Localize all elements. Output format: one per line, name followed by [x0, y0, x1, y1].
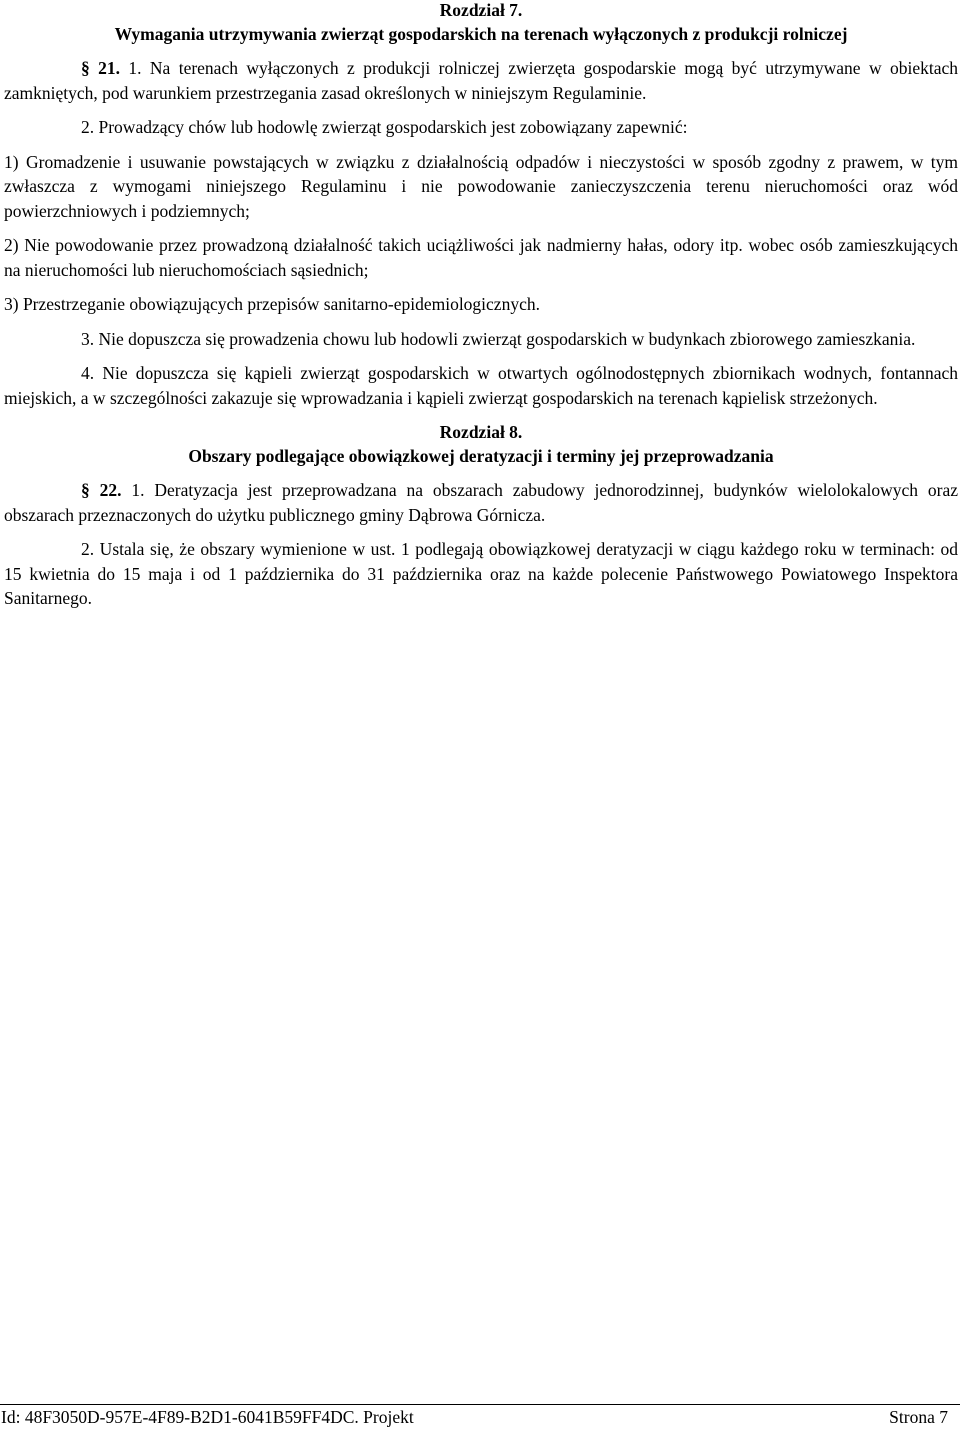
section-21-paragraph-3: 3. Nie dopuszcza się prowadzenia chowu lub hodowli zwierząt gospodarskich w budynkach zbiorowego zamieszkania.: [81, 328, 916, 349]
section-22-paragraph-1: [4, 478, 958, 527]
chapter-7-title: Wymagania utrzymywania zwierząt gospodarskich na terenach wyłączonych z produkcji rolniczej: [114, 24, 848, 44]
section-22-p1-text: 1. Deratyzacja jest przeprowadzana na obszarach zabudowy jednorodzinnej, budynków wielolokalowych oraz obszarach przeznaczonych do użytku publicznego gminy Dąbrowa Górnicza.: [4, 480, 958, 525]
chapter-8-title: Obszary podlegające obowiązkowej deratyzacji i terminy jej przeprowadzania: [188, 446, 774, 466]
chapter-7-label: Rozdział 7.: [439, 0, 523, 20]
section-22-paragraph-2: 2. Ustala się, że obszary wymienione w ust. 1 podlegają obowiązkowej deratyzacji w ciągu każdego roku w terminach: od 15 kwietnia do 15 maja i od 1 października do 31 października oraz na każde polecenie Państwowego Powiatowego Inspektora Sanitarnego.: [4, 539, 958, 608]
section-21-paragraph-2: 2. Prowadzący chów lub hodowlę zwierząt gospodarskich jest zobowiązany zapewnić:: [81, 117, 688, 137]
footer-document-id: Id: 48F3050D-957E-4F89-B2D1-6041B59FF4DC. Projekt: [1, 1407, 414, 1427]
section-21-paragraph-4: 4. Nie dopuszcza się kąpieli zwierząt gospodarskich w otwartych ogólnodostępnych zbiornikach wodnych, fontannach miejskich, a w szczególności zakazuje się wprowadzania i kąpieli zwierząt gospodarskich na terenach kąpielisk strzeżonych.: [4, 363, 958, 408]
section-21-item-1: 1) Gromadzenie i usuwanie powstających w związku z działalnością odpadów i nieczystości w sposób zgodny z prawem, w tym zwłaszcza z wymogami niniejszego Regulaminu i nie powodowanie zanieczyszczenia terenu nieruchomości oraz wód powierzchniowych i podziemnych;: [4, 151, 958, 221]
section-21-number: § 21.: [81, 58, 121, 78]
section-22-number: § 22.: [81, 480, 122, 500]
section-21-paragraph-1: [4, 56, 958, 105]
section-21-item-3: 3) Przestrzeganie obowiązujących przepisów sanitarno-epidemiologicznych.: [4, 294, 540, 314]
section-21-item-2: 2) Nie powodowanie przez prowadzoną działalność takich uciążliwości jak nadmierny hałas, odory itp. wobec osób zamieszkujących na nieruchomości lub nieruchomościach sąsiednich;: [4, 235, 958, 280]
chapter-8-label: Rozdział 8.: [439, 422, 523, 442]
footer-page-number: Strona 7: [889, 1407, 948, 1427]
page-footer: [0, 1404, 960, 1428]
document-page: [4, 0, 958, 611]
section-21-p1-text: 1. Na terenach wyłączonych z produkcji rolniczej zwierzęta gospodarskie mogą być utrzymywane w obiektach zamkniętych, pod warunkiem przestrzegania zasad określonych w niniejszym Regulaminie.: [4, 58, 959, 103]
